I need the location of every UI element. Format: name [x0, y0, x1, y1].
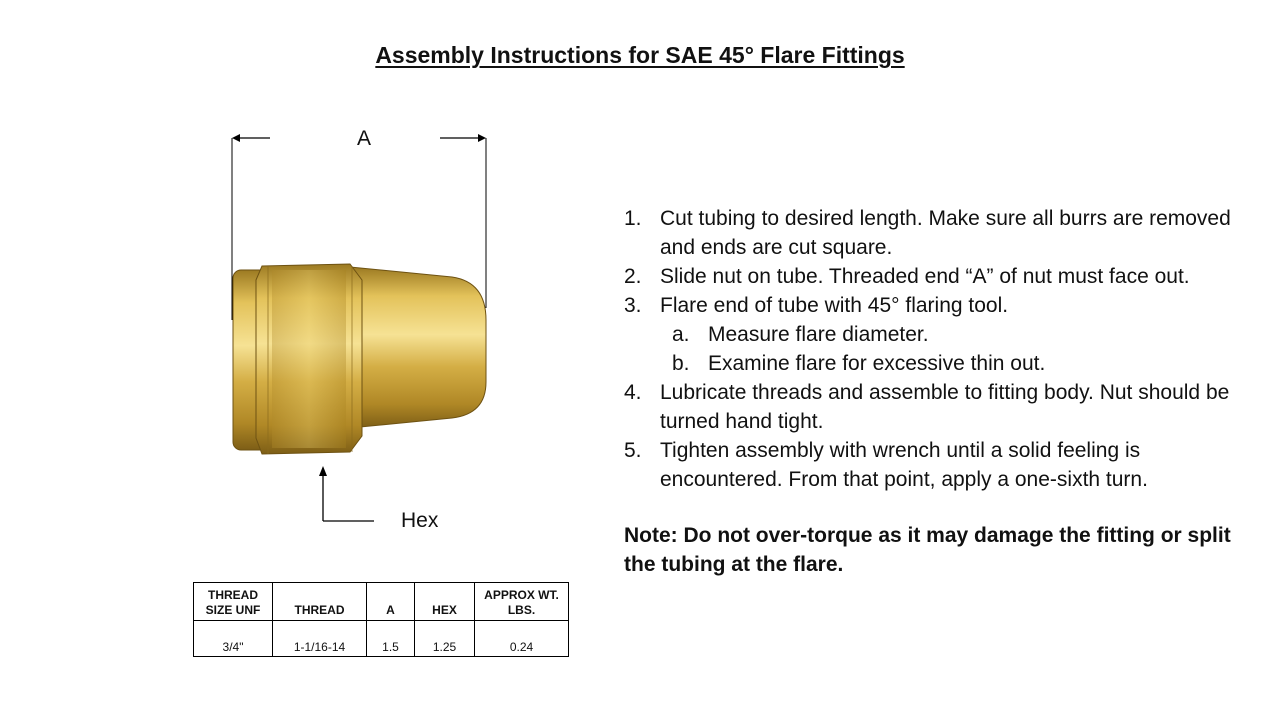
hex-arrow-up-icon [319, 466, 327, 476]
step-3 [624, 291, 1264, 320]
substep-letter: a. [672, 323, 690, 346]
header-hex: HEX [415, 583, 475, 621]
step-2 [624, 262, 1264, 291]
step-4 [624, 378, 1264, 436]
step-number: 3. [624, 294, 642, 317]
step-text: Cut tubing to desired length. Make sure all burrs are removed and ends are cut square. [660, 207, 1231, 259]
step-number: 1. [624, 207, 642, 230]
step-3b [624, 349, 1264, 378]
step-text: Flare end of tube with 45° flaring tool. [660, 294, 1009, 317]
table-header-row [194, 583, 569, 621]
nut-tapered-body [350, 267, 486, 428]
spec-table [193, 582, 569, 657]
step-number: 2. [624, 265, 642, 288]
warning-note: Note: Do not over-torque as it may damage the fitting or split the tubing at the flare. [624, 524, 1231, 576]
substep-text: Examine flare for excessive thin out. [708, 352, 1046, 375]
flare-nut-drawing [200, 120, 520, 540]
nut-hex-face [272, 270, 346, 448]
step-number: 5. [624, 439, 642, 462]
step-number: 4. [624, 381, 642, 404]
header-thread-size: THREAD SIZE UNF [194, 583, 273, 621]
table-row [194, 621, 569, 657]
dimension-a-label: A [357, 127, 372, 150]
cell-thread: 1-1/16-14 [273, 621, 367, 657]
step-text: Tighten assembly with wrench until a solid feeling is encountered. From that point, apply a one-sixth turn. [660, 439, 1148, 491]
header-thread: THREAD [273, 583, 367, 621]
hex-label: Hex [401, 509, 439, 532]
header-approx-weight: APPROX WT. LBS. [475, 583, 569, 621]
cell-thread-size: 3/4" [194, 621, 273, 657]
page-title: Assembly Instructions for SAE 45° Flare Fittings [375, 42, 905, 68]
instruction-list [624, 204, 1264, 494]
dimension-left-arrow-icon [232, 134, 240, 142]
cell-hex: 1.25 [415, 621, 475, 657]
substep-letter: b. [672, 352, 690, 375]
dimension-right-arrow-icon [478, 134, 486, 142]
step-text: Slide nut on tube. Threaded end “A” of nut must face out. [660, 265, 1190, 288]
cell-approx-weight: 0.24 [475, 621, 569, 657]
header-a: A [367, 583, 415, 621]
step-1 [624, 204, 1264, 262]
flare-nut-figure [200, 120, 520, 540]
substep-text: Measure flare diameter. [708, 323, 929, 346]
step-5 [624, 436, 1264, 494]
cell-a: 1.5 [367, 621, 415, 657]
step-3a [624, 320, 1264, 349]
step-text: Lubricate threads and assemble to fitting body. Nut should be turned hand tight. [660, 381, 1230, 433]
